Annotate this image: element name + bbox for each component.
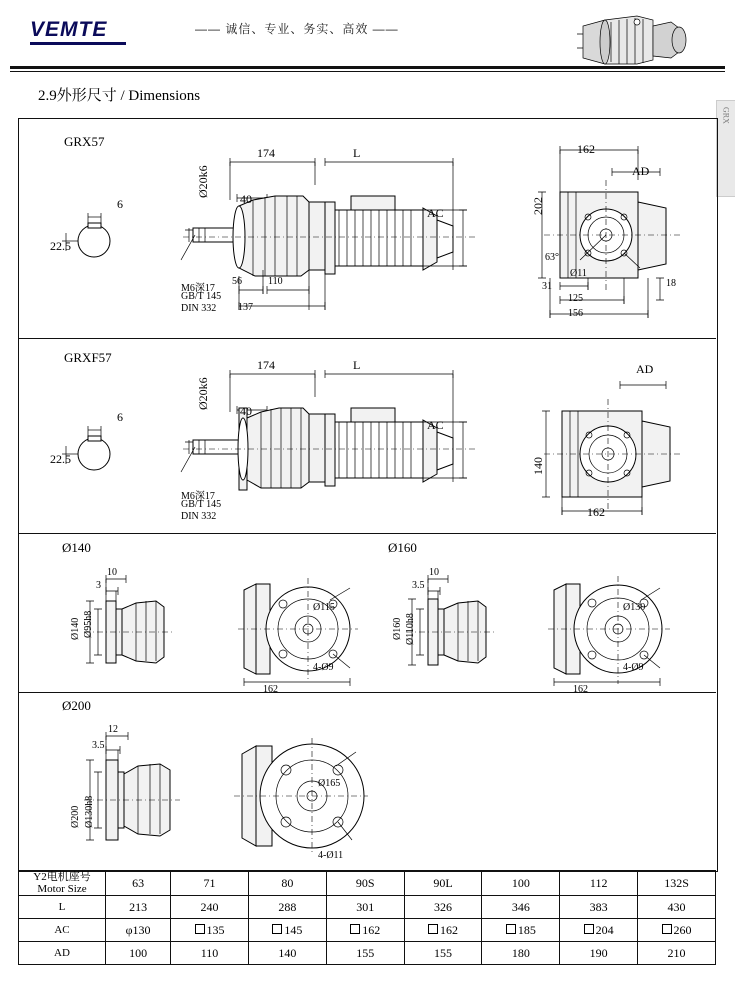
- cell-AC-4: 162: [404, 919, 482, 942]
- dim-156-grx57: 156: [568, 308, 583, 319]
- cell-AC-5: 185: [482, 919, 560, 942]
- key-width-grx57: 6: [117, 197, 123, 211]
- cell-L-3: 301: [326, 896, 404, 919]
- cell-motor-size-7: 132S: [638, 871, 716, 896]
- dim-140-grxf57: 140: [531, 457, 545, 475]
- flange-front-160: [540, 570, 680, 690]
- flange-bolt-200: Ø165: [318, 778, 341, 789]
- frame-divider-2: [18, 533, 716, 534]
- slogan-text: —— 诚信、专业、务实、高效 ——: [195, 22, 399, 36]
- dim-AC-grx57: AC: [427, 206, 444, 220]
- flange-holes-160: 4-Ø9: [623, 662, 644, 673]
- thread-note2-grx57: GB/T 145: [181, 291, 222, 302]
- row-head-L: L: [19, 896, 106, 919]
- flange-len-140: 162: [263, 684, 278, 695]
- thread-note1-grx57: M6深17: [181, 283, 215, 294]
- key-width-grxf57: 6: [117, 410, 123, 424]
- flange-pilot-160: Ø110h8: [405, 613, 416, 645]
- cell-AC-6: 204: [560, 919, 638, 942]
- cell-AD-1: 110: [171, 942, 249, 965]
- flange-outer-200: Ø200: [70, 805, 81, 828]
- cell-AC-7: 260: [638, 919, 716, 942]
- cell-motor-size-1: 71: [171, 871, 249, 896]
- flange-len-160: 162: [573, 684, 588, 695]
- frame-divider-3: [18, 692, 716, 693]
- side-view-grxf57: [175, 352, 485, 527]
- flange-pilot-140: Ø95h8: [83, 610, 94, 638]
- dim-L-grxf57: L: [353, 358, 361, 372]
- flange-holes-140: 4-Ø9: [313, 662, 334, 673]
- cell-L-4: 326: [404, 896, 482, 919]
- brand-underline: [30, 42, 126, 45]
- cell-motor-size-0: 63: [106, 871, 171, 896]
- cell-L-5: 346: [482, 896, 560, 919]
- dim-shaft-grx57: Ø20k6: [196, 165, 210, 198]
- key-section-grx57: [52, 195, 142, 275]
- side-view-grx57: [175, 140, 485, 325]
- table-row-AC: [19, 919, 716, 942]
- flange-title-140: Ø140: [62, 540, 91, 555]
- row-head-AC: AC: [19, 919, 106, 942]
- thread-note3-grxf57: DIN 332: [181, 511, 217, 522]
- dim-174-grxf57: 174: [257, 358, 275, 372]
- cell-L-0: 213: [106, 896, 171, 919]
- dim-AC-grxf57: AC: [427, 418, 444, 432]
- flange-t2-160: 3.5: [412, 580, 425, 591]
- cell-motor-size-5: 100: [482, 871, 560, 896]
- thread-note3-grx57: DIN 332: [181, 303, 217, 314]
- dim-18-grx57: 18: [666, 278, 676, 289]
- cell-AC-1: 135: [171, 919, 249, 942]
- key-height-grxf57: 22.5: [50, 452, 71, 466]
- dim-56-grx57: 56: [232, 276, 242, 287]
- dim-d11-grx57: Ø11: [570, 268, 587, 279]
- cell-AC-0: φ130: [106, 919, 171, 942]
- flange-front-200: [228, 730, 378, 860]
- brand-logo: VEMTE: [30, 18, 108, 41]
- cell-AD-5: 180: [482, 942, 560, 965]
- dimension-table: [18, 870, 716, 965]
- row-head-AD: AD: [19, 942, 106, 965]
- side-tab: [716, 100, 735, 197]
- flange-outer-160: Ø160: [392, 617, 403, 640]
- flange-t2-140: 3: [96, 580, 101, 591]
- flange-title-200: Ø200: [62, 698, 91, 713]
- dim-AD-grx57: AD: [632, 164, 650, 178]
- thread-note2-grxf57: GB/T 145: [181, 499, 222, 510]
- page-title: 2.9外形尺寸 / Dimensions: [38, 88, 201, 104]
- flange-t2-200: 3.5: [92, 740, 105, 751]
- flange-bolt-140: Ø115: [313, 602, 335, 613]
- side-tab-label: GRX: [721, 107, 731, 124]
- flange-front-140: [230, 570, 370, 690]
- row-head-en: Motor Size: [37, 883, 87, 895]
- dim-40-grx57: 40: [240, 192, 252, 206]
- table-row-L: [19, 896, 716, 919]
- key-section-grxf57: [52, 408, 142, 488]
- dim-162-grx57: 162: [577, 142, 595, 156]
- cell-motor-size-3: 90S: [326, 871, 404, 896]
- dim-110-grx57: 110: [268, 276, 283, 287]
- cell-AD-2: 140: [248, 942, 326, 965]
- dim-202-grx57: 202: [531, 197, 545, 215]
- end-view-grxf57: [520, 355, 700, 525]
- dim-174-grx57: 174: [257, 146, 275, 160]
- key-height-grx57: 22.5: [50, 239, 71, 253]
- flange-outer-140: Ø140: [70, 617, 81, 640]
- dim-40-grxf57: 40: [240, 404, 252, 418]
- flange-title-160: Ø160: [388, 540, 417, 555]
- dim-162-grxf57: 162: [587, 505, 605, 519]
- cell-L-1: 240: [171, 896, 249, 919]
- row-head-cn: Y2电机座号: [33, 871, 91, 883]
- cell-AD-0: 100: [106, 942, 171, 965]
- cell-AD-6: 190: [560, 942, 638, 965]
- flange-side-200: [64, 722, 204, 852]
- row-head-motor-size: [19, 871, 106, 896]
- table-row-AD: [19, 942, 716, 965]
- cell-motor-size-2: 80: [248, 871, 326, 896]
- cell-AD-3: 155: [326, 942, 404, 965]
- thread-note1-grxf57: M6深17: [181, 491, 215, 502]
- cell-AC-2: 145: [248, 919, 326, 942]
- flange-t1-200: 12: [108, 724, 118, 735]
- dim-137-grx57: 137: [238, 302, 253, 313]
- flange-holes-200: 4-Ø11: [318, 850, 344, 861]
- dim-angle-grx57: 63°: [545, 252, 559, 263]
- cell-L-6: 383: [560, 896, 638, 919]
- header-rule: [10, 66, 725, 69]
- cell-AD-4: 155: [404, 942, 482, 965]
- cell-L-2: 288: [248, 896, 326, 919]
- dim-AD-grxf57: AD: [636, 362, 654, 376]
- end-view-grx57: [520, 140, 700, 325]
- model-label-grx57: GRX57: [64, 134, 105, 149]
- header-rule-thin: [10, 71, 725, 72]
- flange-t1-160: 10: [429, 567, 439, 578]
- flange-pilot-200: Ø130h8: [84, 795, 95, 828]
- dim-L-grx57: L: [353, 146, 361, 160]
- cell-AD-7: 210: [638, 942, 716, 965]
- cell-L-7: 430: [638, 896, 716, 919]
- frame-divider-1: [18, 338, 716, 339]
- flange-t1-140: 10: [107, 567, 117, 578]
- cell-motor-size-4: 90L: [404, 871, 482, 896]
- cell-motor-size-6: 112: [560, 871, 638, 896]
- model-label-grxf57: GRXF57: [64, 350, 112, 365]
- dim-shaft-grxf57: Ø20k6: [196, 377, 210, 410]
- table-row-header: [19, 871, 716, 896]
- dim-31-grx57: 31: [542, 281, 552, 292]
- cell-AC-3: 162: [326, 919, 404, 942]
- gear-motor-icon: [575, 12, 695, 68]
- dim-125-grx57: 125: [568, 293, 583, 304]
- flange-bolt-160: Ø130: [623, 602, 646, 613]
